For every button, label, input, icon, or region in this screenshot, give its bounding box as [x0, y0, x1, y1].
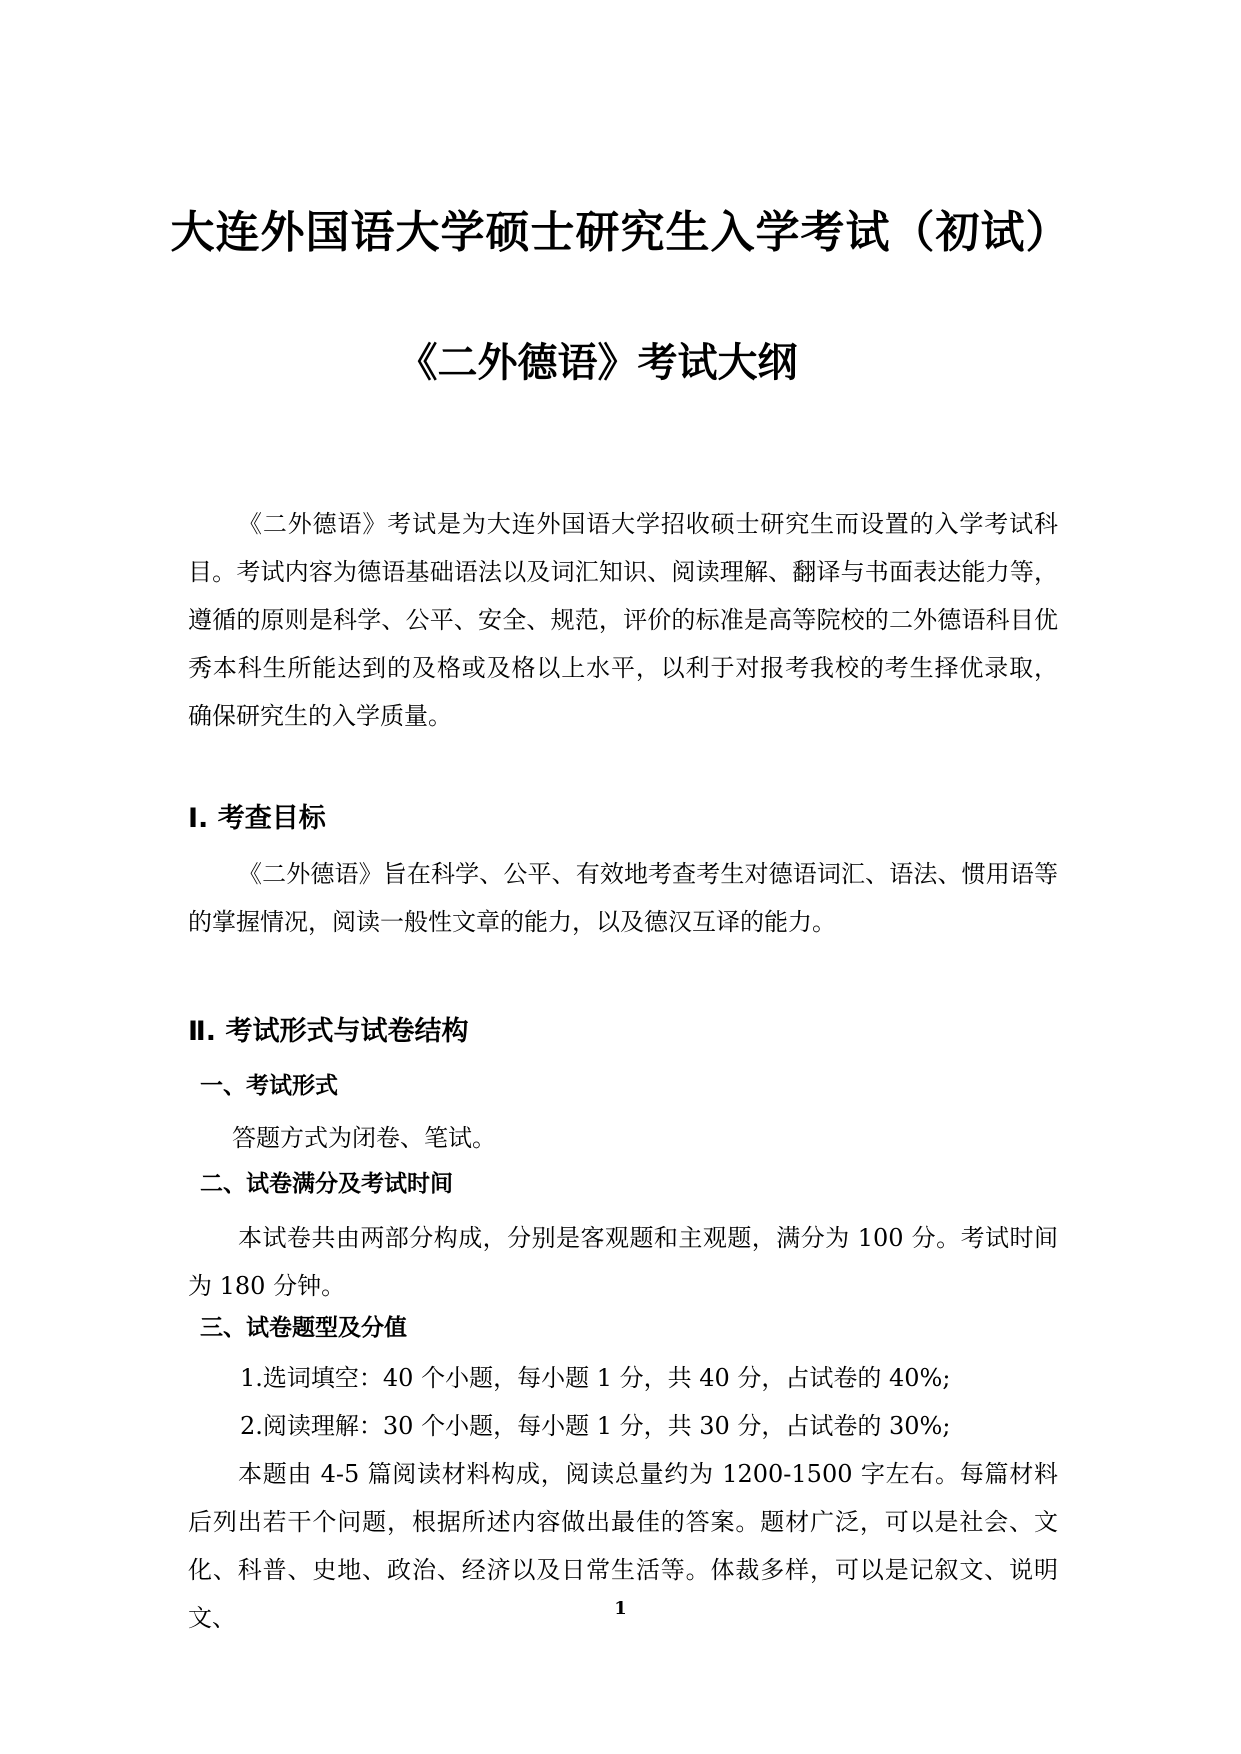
reading-description-paragraph: 本题由 4-5 篇阅读材料构成，阅读总量约为 1200-1500 字左右。每篇材料后列出若干个问题，根据所述内容做出最佳的答案。题材广泛，可以是社会、文化、科普、史地、政治、经济以及日常生活等。体裁多样，可以是记叙文、说明文、: [188, 1460, 1058, 1632]
objectives-paragraph: 《二外德语》旨在科学、公平、有效地考查考生对德语词汇、语法、惯用语等的掌握情况，阅读一般性文章的能力，以及德汉互译的能力。: [188, 860, 1058, 936]
question-type-item: 1.选词填空：40 个小题，每小题 1 分，共 40 分，占试卷的 40%;: [240, 1364, 951, 1392]
document-title: 大连外国语大学硕士研究生入学考试（初试）: [170, 207, 1071, 258]
document-subtitle: 《二外德语》考试大纲: [397, 340, 798, 386]
page-number: 1: [614, 1598, 627, 1619]
subheading-question-types: 三、试卷题型及分值: [200, 1315, 407, 1341]
question-type-item: 2.阅读理解：30 个小题，每小题 1 分，共 30 分，占试卷的 30%;: [240, 1412, 951, 1440]
exam-form-text: 答题方式为闭卷、笔试。: [232, 1124, 496, 1152]
score-time-paragraph: 本试卷共由两部分构成，分别是客观题和主观题，满分为 100 分。考试时间为 180 分钟。: [188, 1224, 1058, 1300]
section-heading-objectives: Ⅰ. 考查目标: [188, 803, 326, 834]
subheading-score-time: 二、试卷满分及考试时间: [200, 1171, 453, 1197]
intro-paragraph: 《二外德语》考试是为大连外国语大学招收硕士研究生而设置的入学考试科目。考试内容为德语基础语法以及词汇知识、阅读理解、翻译与书面表达能力等，遵循的原则是科学、公平、安全、规范，评价的标准是高等院校的二外德语科目优秀本科生所能达到的及格或及格以上水平，以利于对报考我校的考生择优录取， 确保研究生的入学质量。: [188, 510, 1058, 730]
subheading-exam-form: 一、考试形式: [200, 1073, 338, 1099]
section-heading-exam-structure: Ⅱ. 考试形式与试卷结构: [188, 1016, 469, 1047]
